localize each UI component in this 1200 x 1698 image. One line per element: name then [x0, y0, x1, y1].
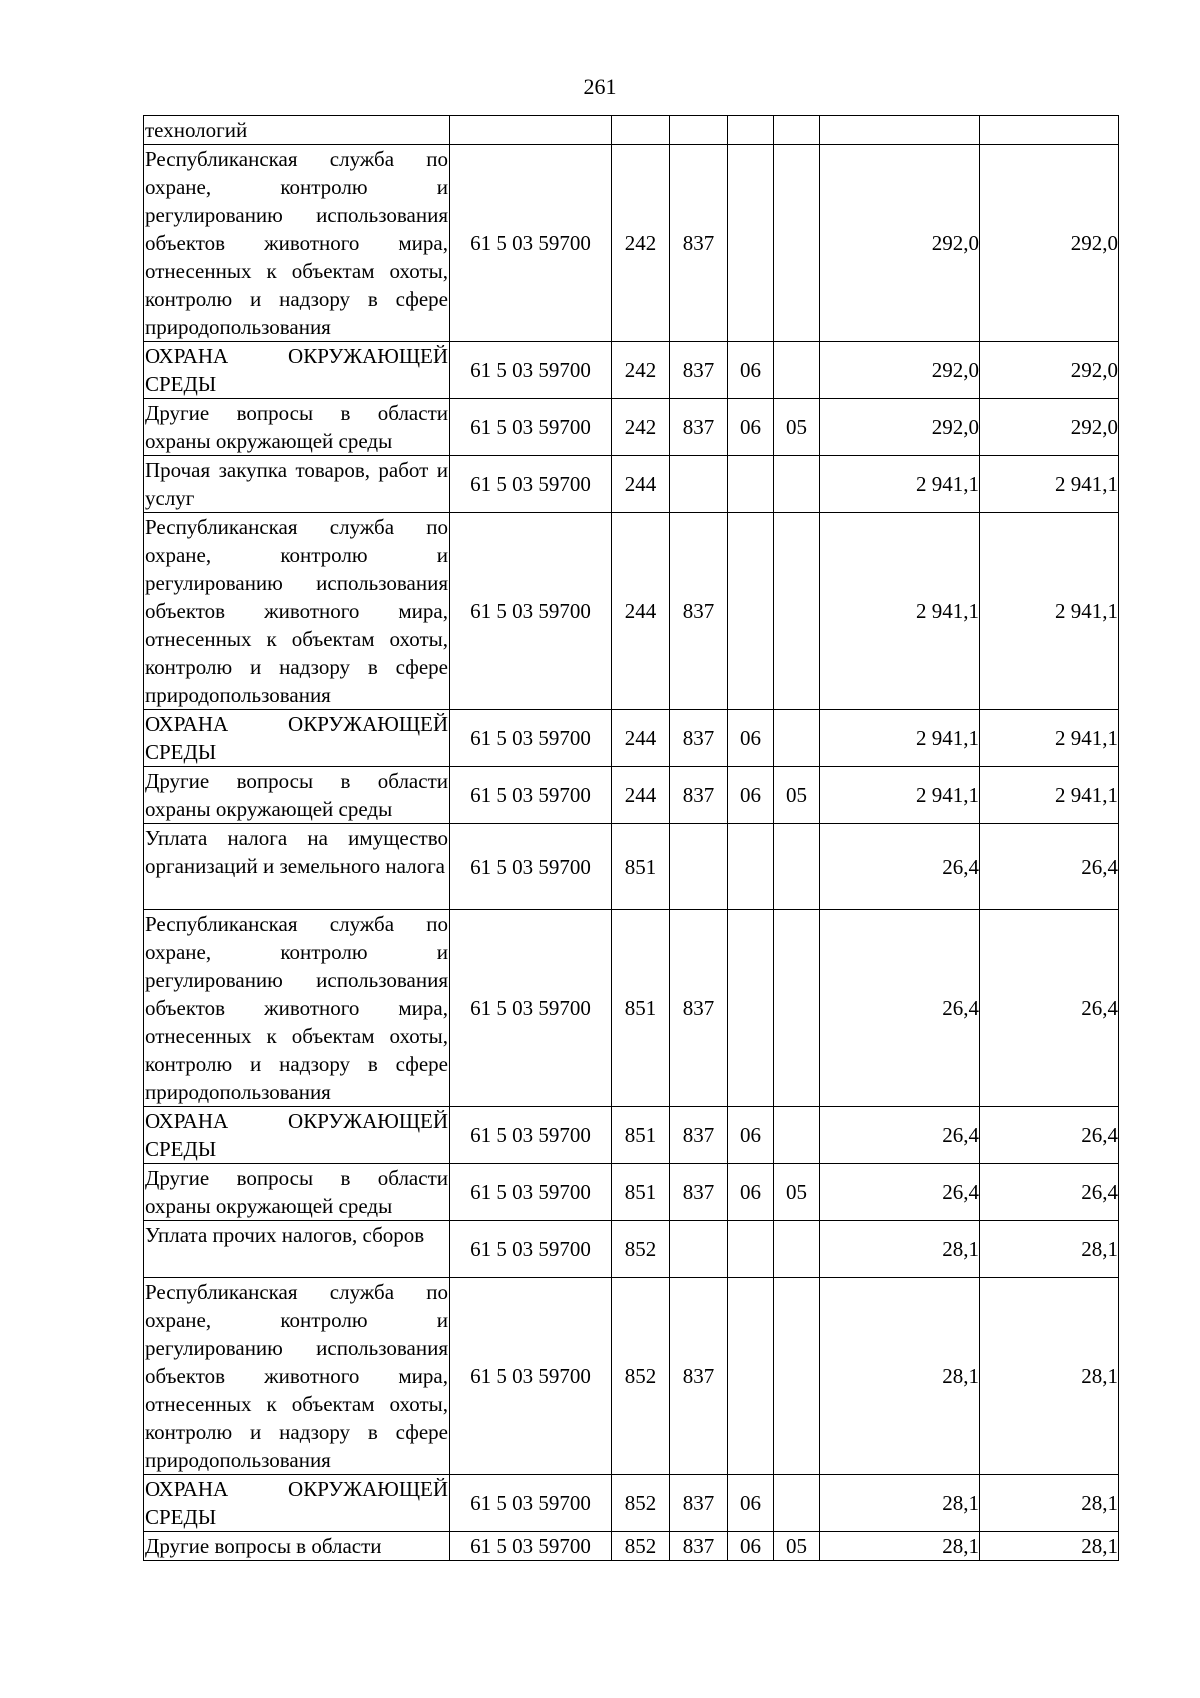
- table-row: [144, 1475, 1119, 1532]
- row-name-cell: Уплата прочих налогов, сборов: [144, 1221, 450, 1278]
- expense-type-cell: 242: [612, 145, 670, 342]
- section-cell: [728, 513, 774, 710]
- table-row: [144, 1107, 1119, 1164]
- page-number: 261: [583, 74, 617, 99]
- amount-cell: 292,0: [820, 399, 980, 456]
- amount-cell: 292,0: [980, 399, 1119, 456]
- amount-cell: 28,1: [820, 1221, 980, 1278]
- section-cell: 06: [728, 1164, 774, 1221]
- expense-type-cell: 244: [612, 710, 670, 767]
- section-cell: [728, 1278, 774, 1475]
- target-code-cell: 61 5 03 59700: [450, 456, 612, 513]
- row-name-cell: Другие вопросы в области: [144, 1532, 450, 1561]
- target-code-cell: 61 5 03 59700: [450, 1532, 612, 1561]
- amount-cell: 28,1: [980, 1278, 1119, 1475]
- table-row: [144, 145, 1119, 342]
- table-row: [144, 513, 1119, 710]
- subsection-cell: 05: [774, 1164, 820, 1221]
- amount-cell: 26,4: [820, 1107, 980, 1164]
- row-name-cell: Уплата налога на имущество организаций и земельного налога: [144, 824, 450, 910]
- administrator-code-cell: 837: [670, 767, 728, 824]
- table-row: [144, 1164, 1119, 1221]
- table-row: [144, 1278, 1119, 1475]
- subsection-cell: [774, 1278, 820, 1475]
- table-row: [144, 1221, 1119, 1278]
- section-cell: [728, 116, 774, 145]
- section-cell: 06: [728, 767, 774, 824]
- amount-cell: 26,4: [980, 1107, 1119, 1164]
- table-row: [144, 824, 1119, 910]
- amount-cell: 292,0: [980, 342, 1119, 399]
- expense-type-cell: [612, 116, 670, 145]
- target-code-cell: 61 5 03 59700: [450, 1475, 612, 1532]
- target-code-cell: [450, 116, 612, 145]
- table-row: [144, 456, 1119, 513]
- target-code-cell: 61 5 03 59700: [450, 710, 612, 767]
- administrator-code-cell: 837: [670, 1532, 728, 1561]
- section-cell: 06: [728, 710, 774, 767]
- subsection-cell: [774, 145, 820, 342]
- amount-cell: 26,4: [820, 910, 980, 1107]
- expense-type-cell: 852: [612, 1221, 670, 1278]
- expense-type-cell: 242: [612, 342, 670, 399]
- expense-type-cell: 852: [612, 1532, 670, 1561]
- amount-cell: 28,1: [820, 1278, 980, 1475]
- expense-type-cell: 851: [612, 1107, 670, 1164]
- row-name-cell: Республиканская служба по охране, контролю и регулированию использования объектов животного мира, отнесенных к объектам охоты, контролю и надзору в сфере природопользования: [144, 910, 450, 1107]
- amount-cell: 2 941,1: [820, 513, 980, 710]
- administrator-code-cell: 837: [670, 399, 728, 456]
- subsection-cell: 05: [774, 767, 820, 824]
- amount-cell: 292,0: [980, 145, 1119, 342]
- table-row: [144, 116, 1119, 145]
- target-code-cell: 61 5 03 59700: [450, 513, 612, 710]
- amount-cell: 28,1: [980, 1221, 1119, 1278]
- section-cell: 06: [728, 1107, 774, 1164]
- section-cell: [728, 910, 774, 1107]
- amount-cell: 28,1: [820, 1532, 980, 1561]
- row-name-cell: Республиканская служба по охране, контролю и регулированию использования объектов животного мира, отнесенных к объектам охоты, контролю и надзору в сфере природопользования: [144, 145, 450, 342]
- row-name-cell: технологий: [144, 116, 450, 145]
- amount-cell: 26,4: [820, 1164, 980, 1221]
- row-name-cell: ОХРАНА ОКРУЖАЮЩЕЙ СРЕДЫ: [144, 342, 450, 399]
- amount-cell: 28,1: [820, 1475, 980, 1532]
- row-name-cell: Республиканская служба по охране, контролю и регулированию использования объектов животного мира, отнесенных к объектам охоты, контролю и надзору в сфере природопользования: [144, 1278, 450, 1475]
- administrator-code-cell: 837: [670, 342, 728, 399]
- amount-cell: 28,1: [980, 1532, 1119, 1561]
- row-name-cell: ОХРАНА ОКРУЖАЮЩЕЙ СРЕДЫ: [144, 1107, 450, 1164]
- administrator-code-cell: 837: [670, 1164, 728, 1221]
- administrator-code-cell: 837: [670, 710, 728, 767]
- target-code-cell: 61 5 03 59700: [450, 910, 612, 1107]
- target-code-cell: 61 5 03 59700: [450, 1107, 612, 1164]
- subsection-cell: [774, 342, 820, 399]
- amount-cell: [980, 116, 1119, 145]
- administrator-code-cell: 837: [670, 145, 728, 342]
- amount-cell: 2 941,1: [820, 767, 980, 824]
- target-code-cell: 61 5 03 59700: [450, 342, 612, 399]
- administrator-code-cell: [670, 824, 728, 910]
- subsection-cell: [774, 1107, 820, 1164]
- subsection-cell: [774, 910, 820, 1107]
- section-cell: 06: [728, 1532, 774, 1561]
- expense-type-cell: 244: [612, 767, 670, 824]
- expense-type-cell: 244: [612, 456, 670, 513]
- table-body: [144, 116, 1119, 1561]
- table-row: [144, 1532, 1119, 1561]
- administrator-code-cell: 837: [670, 1475, 728, 1532]
- section-cell: [728, 1221, 774, 1278]
- row-name-cell: Прочая закупка товаров, работ и услуг: [144, 456, 450, 513]
- amount-cell: 26,4: [980, 1164, 1119, 1221]
- row-name-cell: Другие вопросы в области охраны окружающей среды: [144, 767, 450, 824]
- row-name-cell: Другие вопросы в области охраны окружающей среды: [144, 399, 450, 456]
- subsection-cell: [774, 456, 820, 513]
- table-row: [144, 710, 1119, 767]
- target-code-cell: 61 5 03 59700: [450, 145, 612, 342]
- administrator-code-cell: 837: [670, 910, 728, 1107]
- expense-type-cell: 851: [612, 1164, 670, 1221]
- administrator-code-cell: 837: [670, 1278, 728, 1475]
- expense-type-cell: 852: [612, 1475, 670, 1532]
- section-cell: 06: [728, 399, 774, 456]
- row-name-cell: Другие вопросы в области охраны окружающей среды: [144, 1164, 450, 1221]
- administrator-code-cell: 837: [670, 1107, 728, 1164]
- section-cell: 06: [728, 342, 774, 399]
- expense-type-cell: 244: [612, 513, 670, 710]
- section-cell: [728, 456, 774, 513]
- expense-type-cell: 851: [612, 824, 670, 910]
- section-cell: 06: [728, 1475, 774, 1532]
- amount-cell: 2 941,1: [980, 710, 1119, 767]
- table-row: [144, 399, 1119, 456]
- section-cell: [728, 824, 774, 910]
- administrator-code-cell: [670, 1221, 728, 1278]
- administrator-code-cell: [670, 116, 728, 145]
- amount-cell: 2 941,1: [980, 456, 1119, 513]
- row-name-cell: Республиканская служба по охране, контролю и регулированию использования объектов животного мира, отнесенных к объектам охоты, контролю и надзору в сфере природопользования: [144, 513, 450, 710]
- target-code-cell: 61 5 03 59700: [450, 399, 612, 456]
- subsection-cell: 05: [774, 399, 820, 456]
- subsection-cell: [774, 513, 820, 710]
- amount-cell: 2 941,1: [820, 710, 980, 767]
- subsection-cell: [774, 1475, 820, 1532]
- table-row: [144, 342, 1119, 399]
- row-name-cell: ОХРАНА ОКРУЖАЮЩЕЙ СРЕДЫ: [144, 1475, 450, 1532]
- amount-cell: 26,4: [820, 824, 980, 910]
- amount-cell: 26,4: [980, 910, 1119, 1107]
- amount-cell: 292,0: [820, 342, 980, 399]
- amount-cell: 26,4: [980, 824, 1119, 910]
- amount-cell: [820, 116, 980, 145]
- administrator-code-cell: [670, 456, 728, 513]
- table-row: [144, 767, 1119, 824]
- target-code-cell: 61 5 03 59700: [450, 1164, 612, 1221]
- amount-cell: 2 941,1: [980, 513, 1119, 710]
- target-code-cell: 61 5 03 59700: [450, 1221, 612, 1278]
- expense-type-cell: 242: [612, 399, 670, 456]
- subsection-cell: [774, 824, 820, 910]
- row-name-cell: ОХРАНА ОКРУЖАЮЩЕЙ СРЕДЫ: [144, 710, 450, 767]
- subsection-cell: [774, 116, 820, 145]
- budget-table: [143, 115, 1119, 1561]
- amount-cell: 28,1: [980, 1475, 1119, 1532]
- amount-cell: 2 941,1: [820, 456, 980, 513]
- amount-cell: 2 941,1: [980, 767, 1119, 824]
- subsection-cell: 05: [774, 1532, 820, 1561]
- expense-type-cell: 851: [612, 910, 670, 1107]
- table-row: [144, 910, 1119, 1107]
- administrator-code-cell: 837: [670, 513, 728, 710]
- target-code-cell: 61 5 03 59700: [450, 1278, 612, 1475]
- target-code-cell: 61 5 03 59700: [450, 824, 612, 910]
- subsection-cell: [774, 710, 820, 767]
- amount-cell: 292,0: [820, 145, 980, 342]
- expense-type-cell: 852: [612, 1278, 670, 1475]
- section-cell: [728, 145, 774, 342]
- subsection-cell: [774, 1221, 820, 1278]
- target-code-cell: 61 5 03 59700: [450, 767, 612, 824]
